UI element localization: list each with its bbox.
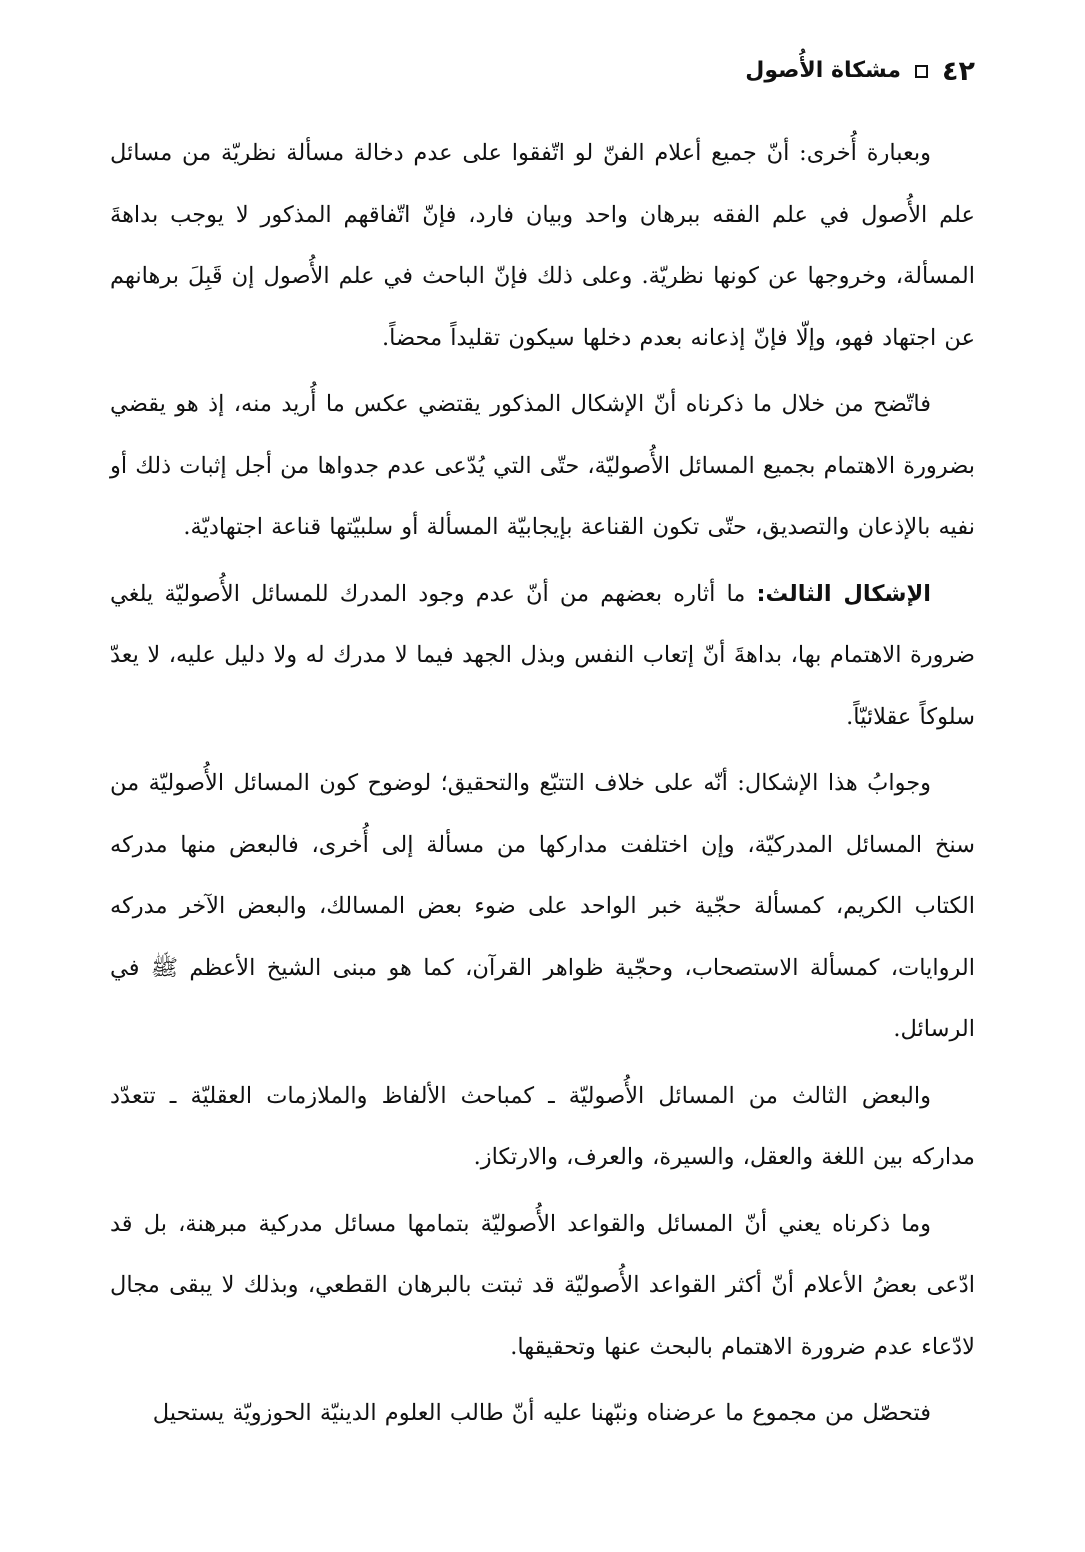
page-number: ٤٢ xyxy=(942,55,975,87)
square-separator-icon xyxy=(915,65,928,78)
running-header xyxy=(745,52,975,90)
paragraph xyxy=(110,564,975,749)
paragraph: وما ذكرناه يعني أنّ المسائل والقواعد الأُصوليّة بتمامها مسائل مدركية مبرهنة، بل قد ادّعى بعضُ الأعلام أنّ أكثر القواعد الأُصوليّة قد ثبتت بالبرهان القطعي، وبذلك لا يبقى مجال لادّعاء عدم ضرورة الاهتمام بالبحث عنها وتحقيقها. xyxy=(110,1210,975,1360)
paragraph-lead-term: الإشكال الثالث: xyxy=(756,580,931,607)
paragraph: وجوابُ هذا الإشكال: أنّه على خلاف التتبّع والتحقيق؛ لوضوح كون المسائل الأُصوليّة من سنخ المسائل المدركيّة، وإن اختلفت مداركها من مسألة إلى أُخرى، فالبعض منها مدركه الكتاب الكريم، كمسألة حجّية خبر الواحد على ضوء بعض المسالك، والبعض الآخر مدركه الروايات، كمسألة الاستصحاب، وحجّية ظواهر القرآن، كما هو مبنى الشيخ الأعظم ﷺ في الرسائل. xyxy=(110,770,975,1042)
paragraph: فاتّضح من خلال ما ذكرناه أنّ الإشكال المذكور يقتضي عكس ما أُريد منه، إذ هو يقضي بضرورة الاهتمام بجميع المسائل الأُصوليّة، حتّى التي يُدّعى عدم جدواها من أجل إثبات ذلك أو نفيه بالإذعان والتصديق، حتّى تكون القناعة بإيجابيّة المسألة أو سلبيّتها قناعة اجتهاديّة. xyxy=(110,391,975,540)
body-text xyxy=(110,123,975,1450)
paragraph: والبعض الثالث من المسائل الأُصوليّة ـ كمباحث الألفاظ والملازمات العقليّة ـ تتعدّد مداركه بين اللغة والعقل، والسيرة، والعرف، والارتكاز. xyxy=(110,1082,975,1170)
paragraph-text: ما أثاره بعضهم من أنّ عدم وجود المدرك للمسائل الأُصوليّة يلغي ضرورة الاهتمام بها، بداهةَ أنّ إتعاب النفس وبذل الجهد فيما لا مدرك له ولا دليل عليه، لا يعدّ سلوكاً عقلائيّاً. xyxy=(110,580,975,730)
paragraph: فتحصّل من مجموع ما عرضناه ونبّهنا عليه أنّ طالب العلوم الدينيّة الحوزويّة يستحيل xyxy=(152,1400,931,1426)
book-title: مشكاة الأُصول xyxy=(745,58,902,83)
paragraph: وبعبارة أُخرى: أنّ جميع أعلام الفنّ لو اتّفقوا على عدم دخالة مسألة نظريّة من مسائل علم الأُصول في علم الفقه ببرهان واحد وبيان فارد، فإنّ اتّفاقهم المذكور لا يوجب بداهةَ المسألة، وخروجها عن كونها نظريّة. وعلى ذلك فإنّ الباحث في علم الأُصول إن قَبِلَ برهانهم عن اجتهاد فهو، وإلّا فإنّ إذعانه بعدم دخلها سيكون تقليداً محضاً. xyxy=(110,140,975,351)
